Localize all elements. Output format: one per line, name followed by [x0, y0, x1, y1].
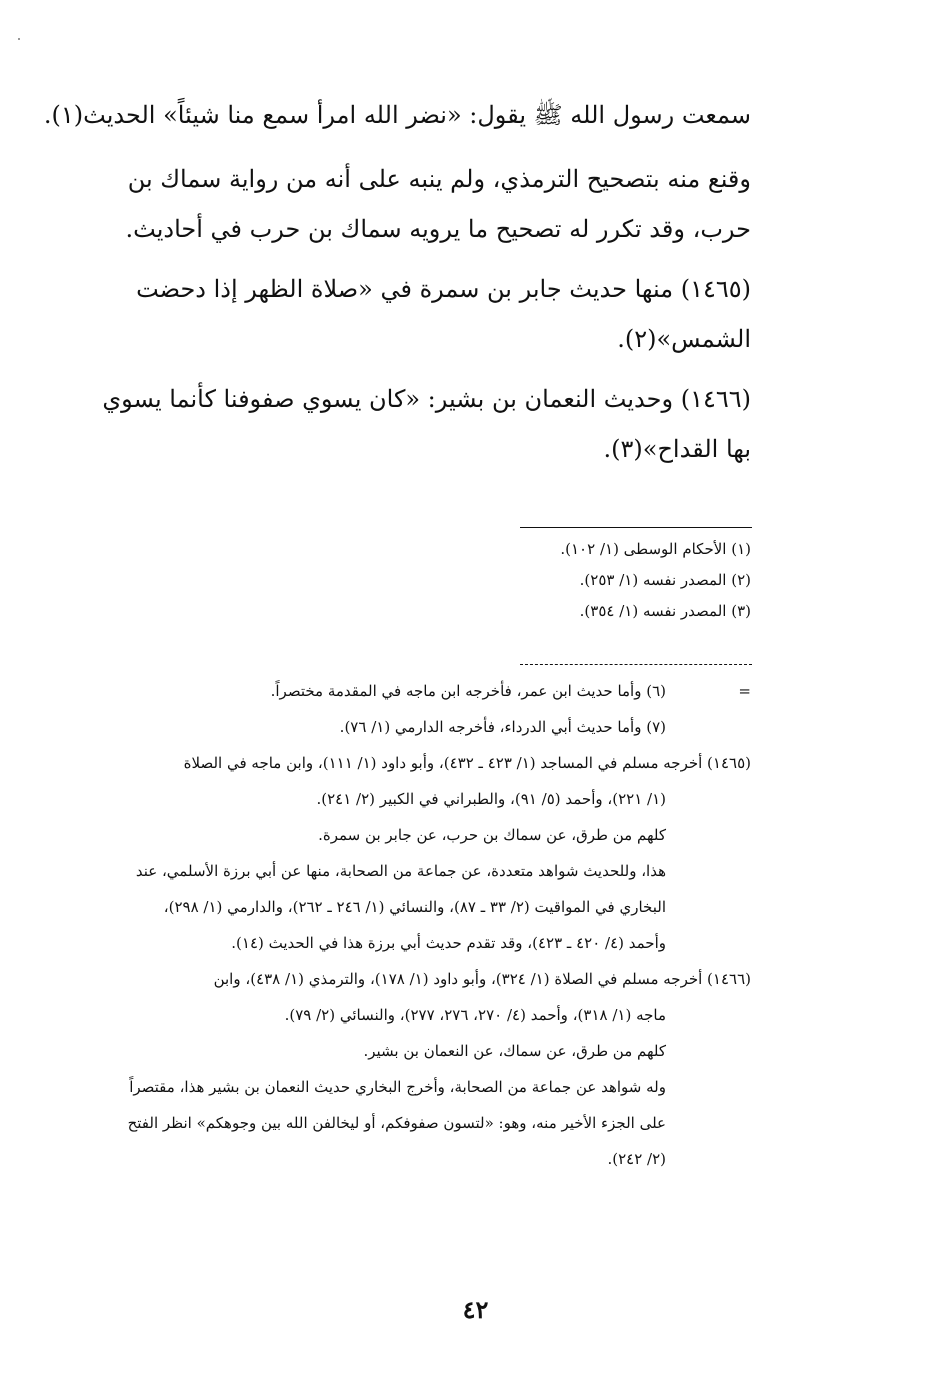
hadith-1465-line-2: الشمس»(٢).	[617, 325, 751, 353]
editor-note-line: كلهم من طرق، عن سماك، عن النعمان بن بشير.	[363, 1042, 666, 1060]
footnote-1: (١) الأحكام الوسطى (١/ ١٠٢).	[560, 540, 751, 558]
editor-note-line: ماجه (١/ ٣١٨)، وأحمد (٤/ ٢٧٠، ٢٧٦، ٢٧٧)، والنسائي (٢/ ٧٩).	[284, 1006, 666, 1024]
footnote-separator	[520, 527, 752, 528]
hadith-1466-line-2: بها القداح»(٣).	[603, 435, 751, 463]
footnote-3: (٣) المصدر نفسه (١/ ٣٥٤).	[579, 602, 751, 620]
hadith-1465-line-1: (١٤٦٥) منها حديث جابر بن سمرة في «صلاة الظهر إذا دحضت	[136, 275, 751, 303]
editor-note-line: على الجزء الأخير منه، وهو: «لتسون صفوفكم، أو ليخالفن الله بين وجوهكم» انظر الفتح	[127, 1114, 666, 1132]
main-paragraph-1: سمعت رسول الله ﷺ يقول: «نضر الله امرأ سمع منا شيئاً» الحديث(١).	[43, 101, 751, 129]
hadith-1466-line-1: (١٤٦٦) وحديث النعمان بن بشير: «كان يسوي صفوفنا كأنما يسوي	[102, 385, 751, 413]
continued-mark: =	[738, 682, 751, 700]
main-paragraph-2-line-2: حرب، وقد تكرر له تصحيح ما يرويه سماك بن حرب في أحاديث.	[125, 215, 751, 243]
editor-note-line: (٢/ ٢٤٢).	[607, 1150, 666, 1168]
scan-mark	[18, 38, 20, 40]
footnote-2: (٢) المصدر نفسه (١/ ٢٥٣).	[579, 571, 751, 589]
page-number: ٤٢	[462, 1295, 489, 1324]
editor-note-line: (١٤٦٥) أخرجه مسلم في المساجد (١/ ٤٢٣ ـ ٤٣٢)، وأبو داود (١/ ١١١)، وابن ماجه في الصلاة	[183, 754, 751, 772]
editor-notes-separator	[520, 664, 752, 665]
editor-note-line: البخاري في المواقيت (٢/ ٣٣ ـ ٨٧)، والنسائي (١/ ٢٤٦ ـ ٢٦٢)، والدارمي (١/ ٢٩٨)،	[163, 898, 666, 916]
editor-note-line: وأحمد (٤/ ٤٢٠ ـ ٤٢٣)، وقد تقدم حديث أبي برزة هذا في الحديث (١٤).	[231, 934, 666, 952]
main-paragraph-2-line-1: وقنع منه بتصحيح الترمذي، ولم ينبه على أنه من رواية سماك بن	[127, 165, 751, 193]
editor-note-line: (٧) وأما حديث أبي الدرداء، فأخرجه الدارمي (١/ ٧٦).	[339, 718, 666, 736]
editor-note-line: هذا، وللحديث شواهد متعددة، عن جماعة من الصحابة، منها عن أبي برزة الأسلمي، عند	[135, 862, 666, 880]
editor-note-line: كلهم من طرق، عن سماك بن حرب، عن جابر بن سمرة.	[318, 826, 666, 844]
editor-note-line: (٦) وأما حديث ابن عمر، فأخرجه ابن ماجه في المقدمة مختصراً.	[270, 682, 666, 700]
editor-note-line: وله شواهد عن جماعة من الصحابة، وأخرج البخاري حديث النعمان بن بشير هذا، مقتصراً	[129, 1078, 666, 1096]
editor-note-line: (١٤٦٦) أخرجه مسلم في الصلاة (١/ ٣٢٤)، وأبو داود (١/ ١٧٨)، والترمذي (١/ ٤٣٨)، وابن	[213, 970, 751, 988]
editor-note-line: (١/ ٢٢١)، وأحمد (٥/ ٩١)، والطبراني في الكبير (٢/ ٢٤١).	[316, 790, 666, 808]
